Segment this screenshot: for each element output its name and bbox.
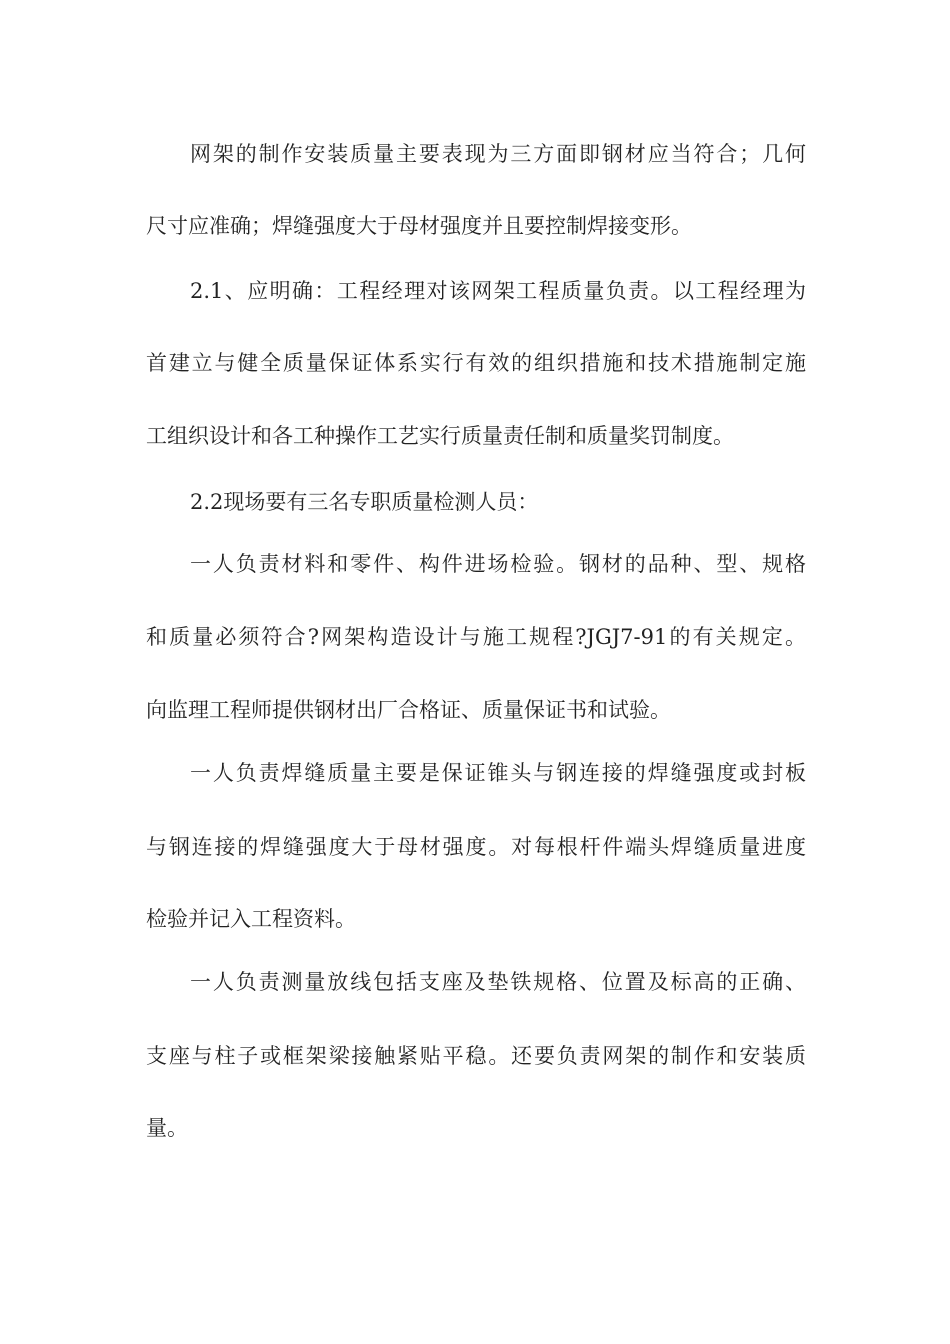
paragraph-5-line-2: 与钢连接的焊缝强度大于母材强度。对每根杆件端头焊缝质量进度 [146,835,806,859]
paragraph-1-line-2: 尺寸应准确；焊缝强度大于母材强度并且要控制焊接变形。 [146,214,692,238]
paragraph-5-line-3: 检验并记入工程资料。 [146,907,356,931]
paragraph-4-line-2: 和质量必须符合?网架构造设计与施工规程?JGJ7-91的有关规定。 [146,625,806,649]
paragraph-6-line-3: 量。 [146,1116,188,1140]
paragraph-5-line-1: 一人负责焊缝质量主要是保证锥头与钢连接的焊缝强度或封板 [190,761,806,785]
paragraph-4-line-3: 向监理工程师提供钢材出厂合格证、质量保证书和试验。 [146,698,671,722]
paragraph-6-line-2: 支座与柱子或框架梁接触紧贴平稳。还要负责网架的制作和安装质 [146,1044,806,1068]
paragraph-4-line-1: 一人负责材料和零件、构件进场检验。钢材的品种、型、规格 [190,552,806,576]
paragraph-1-line-1: 网架的制作安装质量主要表现为三方面即钢材应当符合；几何 [190,142,806,166]
paragraph-2-line-1: 2.1、应明确：工程经理对该网架工程质量负责。以工程经理为 [190,279,806,303]
paragraph-2-line-2: 首建立与健全质量保证体系实行有效的组织措施和技术措施制定施 [146,351,806,375]
paragraph-2-line-3: 工组织设计和各工种操作工艺实行质量责任制和质量奖罚制度。 [146,424,734,448]
paragraph-6-line-1: 一人负责测量放线包括支座及垫铁规格、位置及标高的正确、 [190,970,806,994]
paragraph-3-line-1: 2.2现场要有三名专职质量检测人员： [190,490,539,514]
